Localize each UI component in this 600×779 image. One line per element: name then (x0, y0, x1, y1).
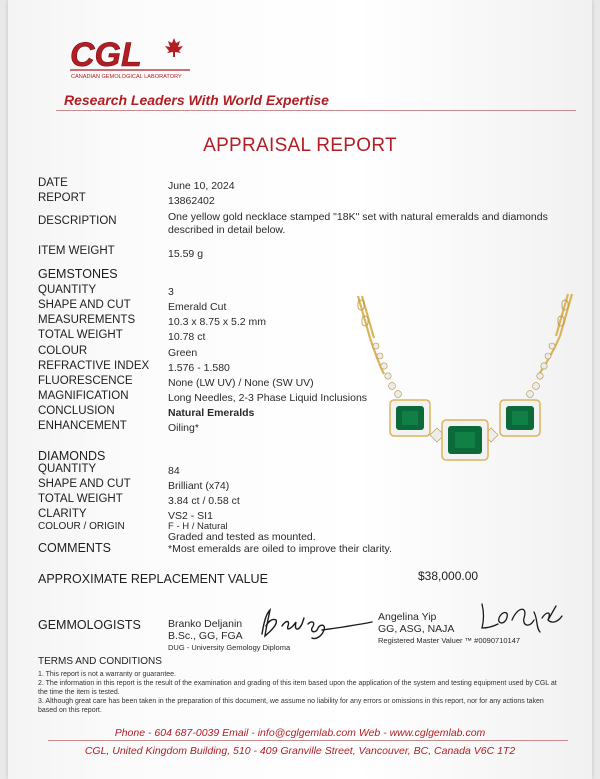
gemmologist-2-note: Registered Master Valuer ™ #0090710147 (378, 636, 521, 645)
gem-enhancement-value: Oiling* (168, 422, 199, 434)
gem-colour-value: Green (168, 347, 198, 359)
gem-enhancement-label: ENHANCEMENT (38, 420, 127, 432)
footer-contact: Phone - 604 687-0039 Email - info@cglgemlab.com Web - www.cglgemlab.com (114, 727, 486, 739)
item-weight-value: 15.59 g (168, 248, 204, 260)
comments-label: COMMENTS (38, 541, 111, 555)
dia-colour-value: F - H / Natural (168, 521, 228, 532)
report-number: 13862402 (168, 195, 215, 207)
gemmologist-1-signature (256, 606, 376, 642)
gemmologists-label: GEMMOLOGISTS (38, 618, 141, 632)
gemstones-heading: GEMSTONES (38, 267, 118, 281)
gem-total-weight-value: 10.78 ct (168, 331, 206, 343)
footer-divider (48, 740, 568, 741)
dia-weight-label: TOTAL WEIGHT (38, 493, 123, 505)
replacement-value-label: APPROXIMATE REPLACEMENT VALUE (38, 572, 268, 586)
terms-item-1: 1. This report is not a warranty or guarantee. (38, 671, 176, 678)
gem-conclusion-value: Natural Emeralds (168, 407, 255, 419)
header-divider (56, 110, 576, 111)
gemmologist-2-signature (478, 598, 564, 634)
gem-measurements-label: MEASUREMENTS (38, 314, 136, 326)
gem-fluorescence-label: FLUORESCENCE (38, 375, 133, 387)
gemmologist-1-credentials: B.Sc., GG, FGA (168, 630, 243, 642)
date-label: DATE (38, 177, 68, 189)
gemmologist-1-note: DUG - University Gemology Diploma (168, 643, 291, 652)
date-value: June 10, 2024 (168, 180, 235, 192)
gem-magnification-value: Long Needles, 2-3 Phase Liquid Inclusions (168, 392, 368, 404)
dia-quantity-label: QUANTITY (38, 463, 97, 475)
terms-heading: TERMS AND CONDITIONS (38, 656, 162, 667)
footer-address: CGL, United Kingdom Building, 510 - 409 Granville Street, Vancouver, BC, Canada V6C 1T2 (84, 745, 516, 757)
dia-clarity-value: VS2 - SI1 (168, 510, 213, 522)
page-title: APPRAISAL REPORT (203, 135, 397, 156)
maple-leaf-icon (165, 38, 183, 57)
gemmologist-2-name: Angelina Yip (378, 611, 437, 623)
dia-shape-value: Brilliant (x74) (168, 480, 230, 492)
dia-colour-label: COLOUR / ORIGIN (38, 521, 125, 532)
diamonds-heading: DIAMONDS (38, 449, 106, 463)
gem-ri-value: 1.576 - 1.580 (168, 362, 230, 374)
description-value: One yellow gold necklace stamped "18K" set with natural emeralds and diamonds described in detail below. (168, 211, 548, 236)
comments-line-1: Graded and tested as mounted. (168, 531, 316, 543)
gem-magnification-label: MAGNIFICATION (38, 390, 129, 402)
gem-quantity-value: 3 (168, 286, 174, 298)
appraisal-report-sheet (8, 0, 592, 779)
report-label: REPORT (38, 192, 86, 204)
gemmologist-1-name: Branko Deljanin (168, 618, 243, 630)
gem-shape-label: SHAPE AND CUT (38, 299, 131, 311)
tagline: Research Leaders With World Expertise (64, 92, 329, 108)
gem-total-weight-label: TOTAL WEIGHT (38, 329, 123, 341)
gem-fluorescence-value: None (LW UV) / None (SW UV) (168, 377, 314, 389)
necklace-photo (354, 290, 578, 470)
dia-quantity-value: 84 (168, 465, 180, 477)
cgl-logo (68, 36, 198, 82)
gem-ri-label: REFRACTIVE INDEX (38, 360, 150, 372)
gem-quantity-label: QUANTITY (38, 284, 97, 296)
gem-conclusion-label: CONCLUSION (38, 405, 115, 417)
gem-measurements-value: 10.3 x 8.75 x 5.2 mm (168, 316, 267, 328)
replacement-value: $38,000.00 (418, 569, 479, 583)
logo-text: CGL (70, 36, 142, 74)
dia-shape-label: SHAPE AND CUT (38, 478, 131, 490)
gemmologist-2-credentials: GG, ASG, NAJA (378, 623, 455, 635)
terms-item-2: 2. The information in this report is the result of the examination and grading of this item based upon the application of the system and testing equipment used by CGL at the time the item is tested. (38, 680, 557, 696)
gem-colour-label: COLOUR (38, 345, 88, 357)
logo-subtitle: CANADIAN GEMOLOGICAL LABORATORY (71, 74, 182, 80)
comments-line-2: *Most emeralds are oiled to improve their clarity. (168, 543, 392, 555)
dia-clarity-label: CLARITY (38, 508, 87, 520)
gem-shape-value: Emerald Cut (168, 301, 227, 313)
description-label: DESCRIPTION (38, 215, 117, 227)
terms-item-3: 3. Although great care has been taken in the preparation of this document, we assume no liability for any errors or omissions in this report, nor for any actions taken based on this report. (38, 698, 544, 714)
dia-weight-value: 3.84 ct / 0.58 ct (168, 495, 240, 507)
item-weight-label: ITEM WEIGHT (38, 245, 115, 257)
